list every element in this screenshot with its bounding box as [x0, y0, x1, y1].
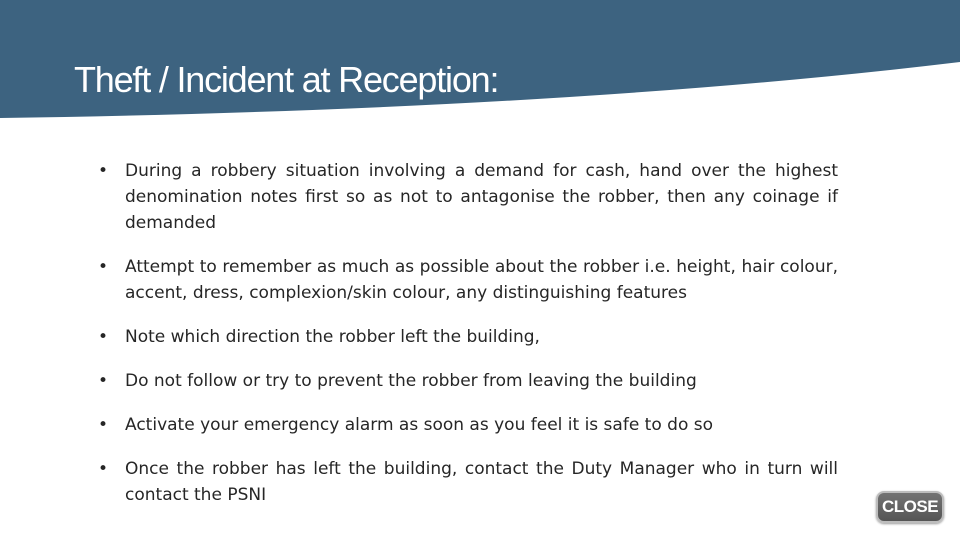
bullet-item: • During a robbery situation involving a demand for cash, hand over the highest denomination notes first so as not to antagonise the robber, then any coinage if demanded: [96, 158, 838, 236]
bullet-item: • Do not follow or try to prevent the robber from leaving the building: [96, 368, 838, 394]
bullet-list: [96, 158, 838, 526]
bullet-item: • Note which direction the robber left the building,: [96, 324, 838, 350]
bullet-item: • Activate your emergency alarm as soon as you feel it is safe to do so: [96, 412, 838, 438]
bullet-item: • Attempt to remember as much as possible about the robber i.e. height, hair colour, accent, dress, complexion/skin colour, any distinguishing features: [96, 254, 838, 306]
bullet-item: • Once the robber has left the building, contact the Duty Manager who in turn will contact the PSNI: [96, 456, 838, 508]
close-button[interactable]: CLOSE: [876, 491, 944, 523]
slide-title: Theft / Incident at Reception:: [74, 59, 499, 100]
